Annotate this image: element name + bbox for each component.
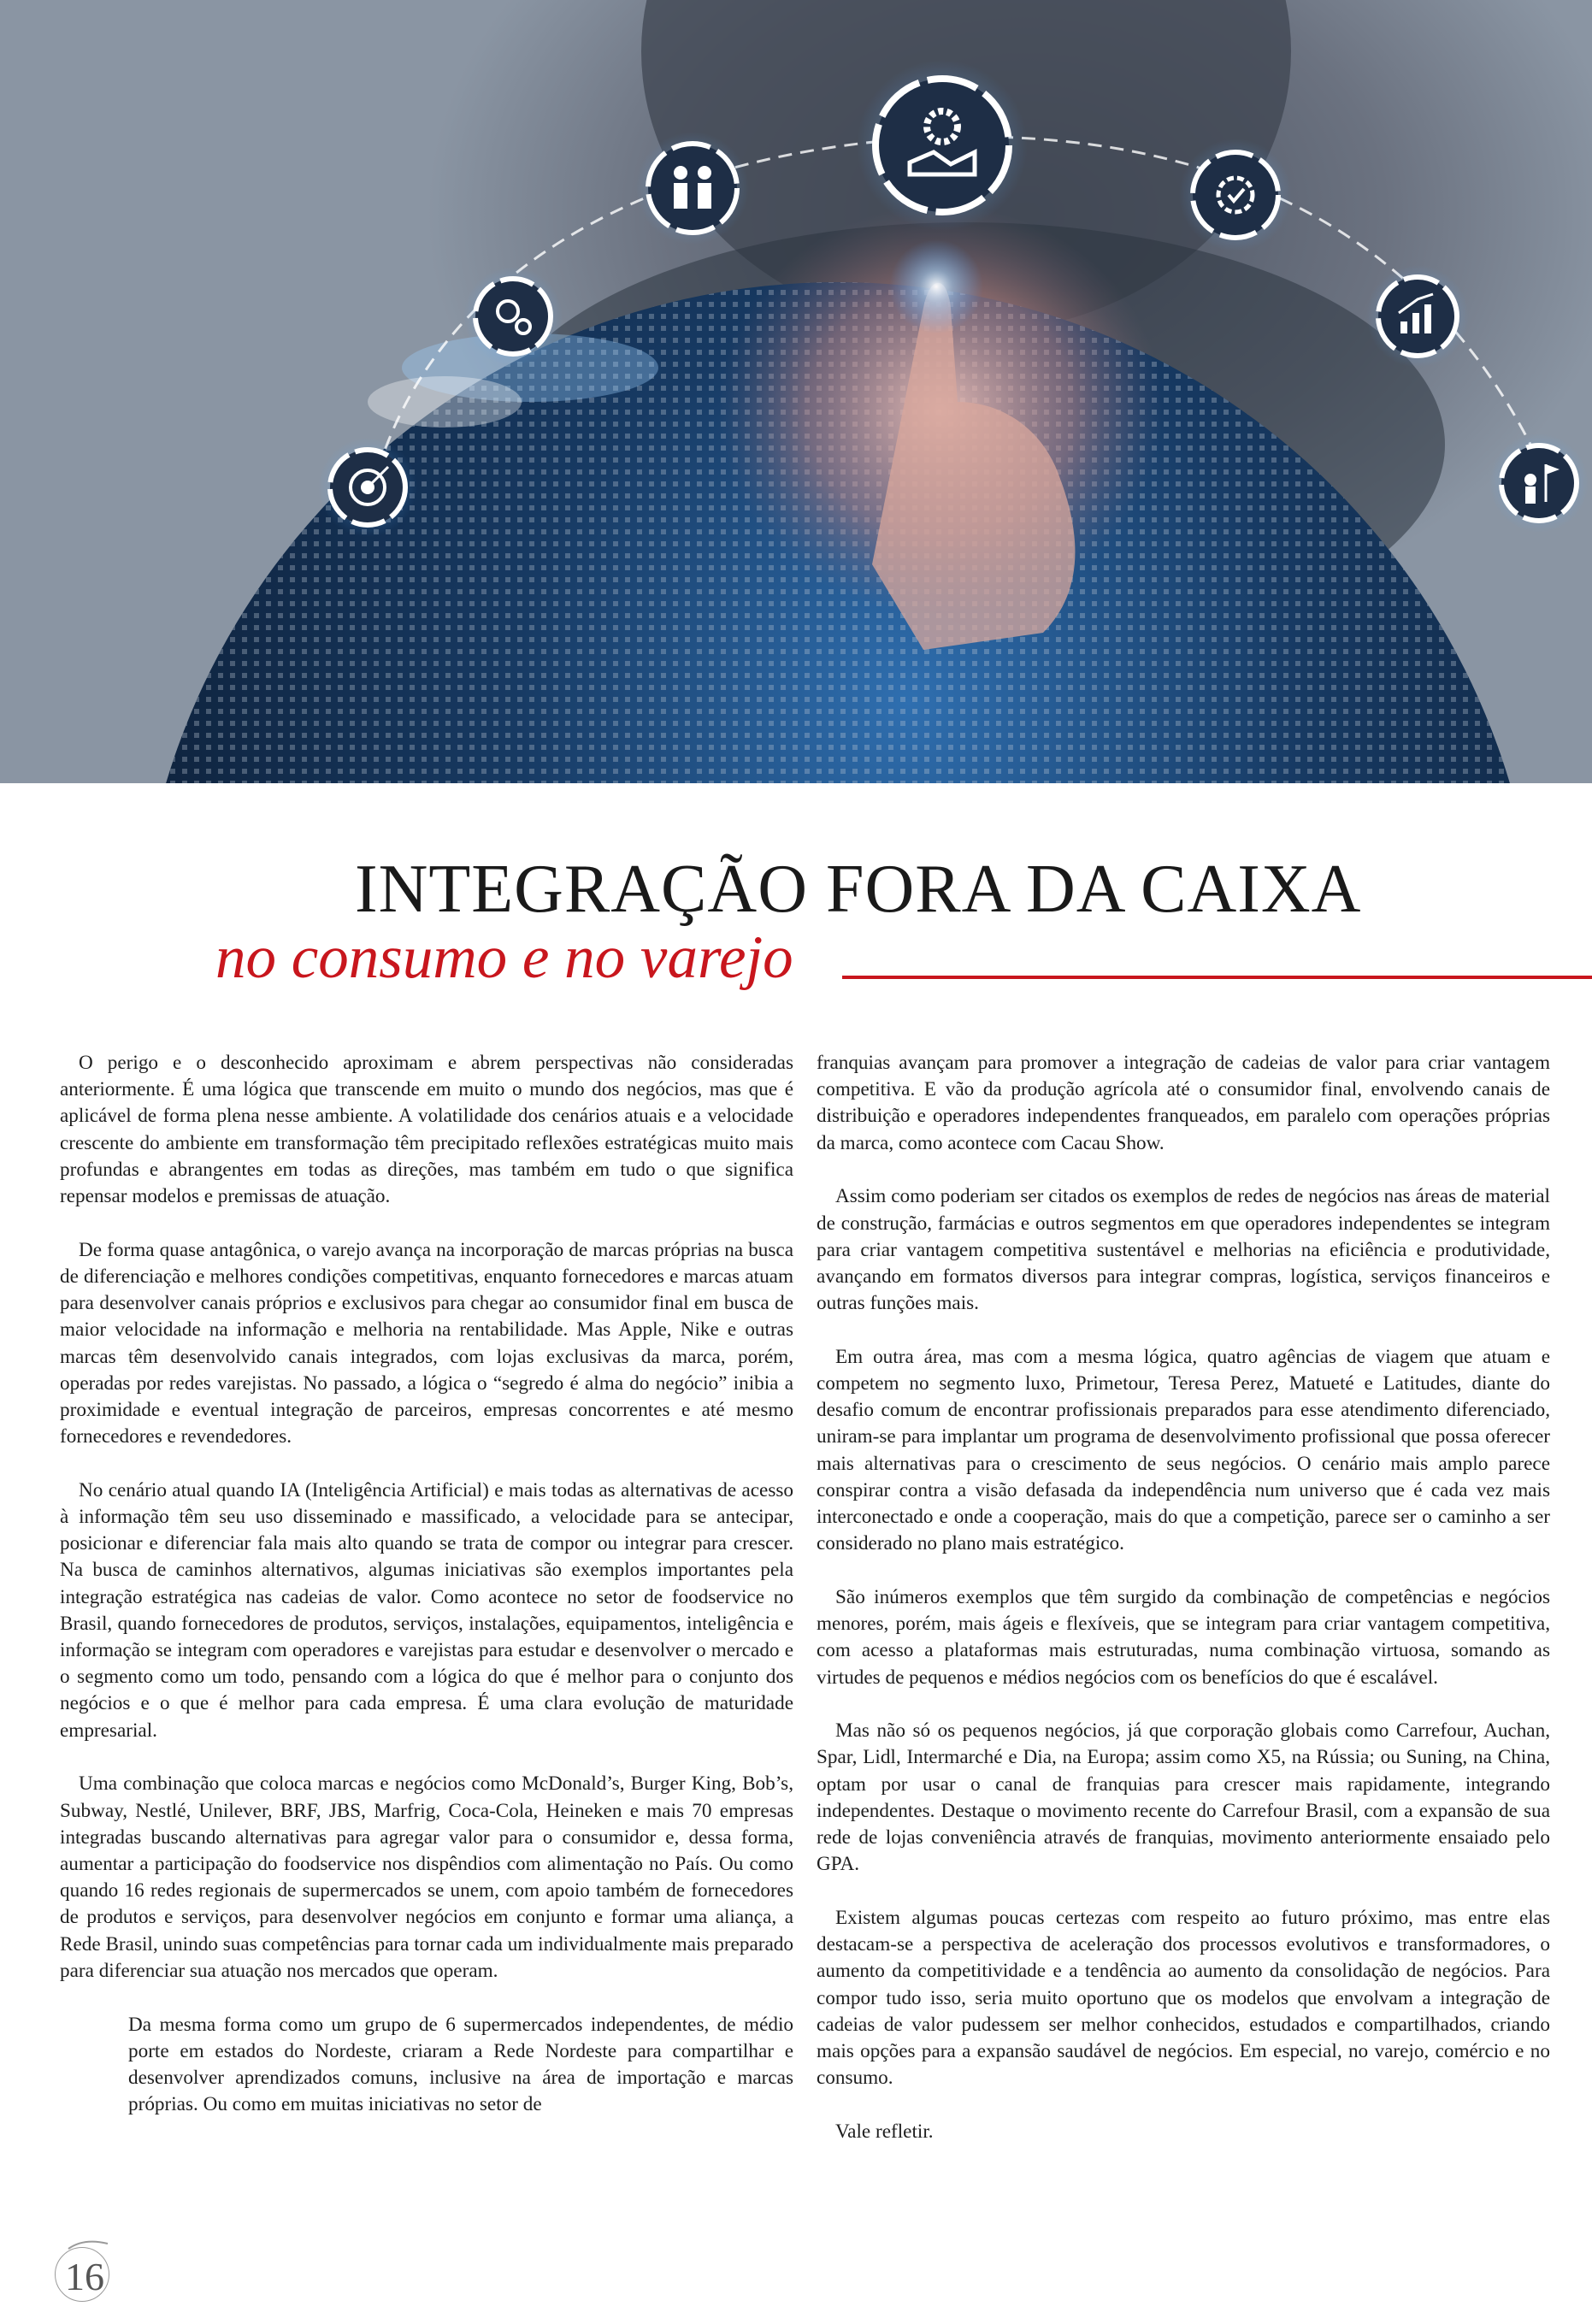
paragraph: Assim como poderiam ser citados os exemplos de redes de negócios nas áreas de material de construção, farmácias e outros segmentos em que operadores independentes se integram para criar vantagem competitiva sustentável e melhorias na eficiência e produtividade, avançando em formatos diversos para integrar compras, logística, serviços financeiros e outras funções mais. xyxy=(817,1185,1550,1315)
team-icon xyxy=(636,132,749,245)
target-icon xyxy=(318,438,417,537)
paragraph: No cenário atual quando IA (Inteligência Artificial) e mais todas as alternativas de acesso à informação têm seu uso disseminado e massificado, a velocidade para se antecipar, posicionar e diferenciar fala mais alto quando se trata de compor ou integrar para crescer. Na busca de caminhos alternativos, algumas iniciativas são exemplos importantes pela integração estratégica nas cadeias de valor. Como acontece no setor de foodservice no Brasil, quando fornecedores de produtos, serviços, instalações, equipamentos, inteligência e informação se integram com operadores e varejistas para estudar e desenvolver o mercado e o segmento como um todo, pensando com a lógica do que é melhor para o conjunto dos negócios e o que é melhor para cada empresa. É uma clara evolução de maturidade empresarial. xyxy=(60,1478,793,1742)
paragraph: O perigo e o desconhecido aproximam e abrem perspectivas não consideradas anteriormente. É uma lógica que transcende em muito o mundo dos negócios, mas que é aplicável de forma plena nesse ambiente. A volatilidade dos cenários atuais e a velocidade crescente do ambiente em transformação têm precipitado reflexões estratégicas muito mais profundas e abrangentes em todas as direções, mas também em tudo o que significa repensar modelos e premissas de atuação. xyxy=(60,1052,793,1208)
left-column xyxy=(60,1050,793,2145)
growth-chart-icon xyxy=(1366,265,1469,368)
paragraph: franquias avançam para promover a integração de cadeias de valor para criar vantagem competitiva. E vão da produção agrícola até o consumidor final, envolvendo canais de distribuição e operadores independentes franqueados, em paralelo com operações próprias da marca, como acontece com Cacau Show. xyxy=(817,1052,1550,1154)
article-title: INTEGRAÇÃO FORA DA CAIXA xyxy=(355,852,1362,927)
article-subtitle: no consumo e no varejo xyxy=(215,924,793,991)
paragraph: Existem algumas poucas certezas com respeito ao futuro próximo, mas entre elas destacam-se a perspectiva de aceleração dos processos evolutivos e transformadores, o aumento da competitividade e a tendência ao aumento da consolidação de negócios. Para compor tudo isso, seria muito oportuno que os modelos que envolvam a integração de cadeias de valor pudessem ser melhor conhecidos, estudados e compartilhados, criando mais opções para a expansão saudável de negócios. Em especial, no varejo, comércio e no consumo. xyxy=(817,1906,1550,2090)
paragraph: São inúmeros exemplos que têm surgido da combinação de competências e negócios menores, porém, mais ágeis e flexíveis, que se integram para criar vantagem competitiva, com acesso a plataformas mais estruturadas, numa combinação virtuosa, somando as virtudes de pequenos e médios negócios com os benefícios do que é escalável. xyxy=(817,1585,1550,1689)
handshake-gear-icon xyxy=(857,60,1028,231)
right-column xyxy=(817,1050,1550,2173)
hero-illustration xyxy=(0,0,1592,783)
paragraph: Uma combinação que coloca marcas e negócios como McDonald’s, Burger King, Bob’s, Subway, Nestlé, Unilever, BRF, JBS, Marfrig, Coca-Cola, Heineken e mais 70 empresas integradas buscando alternativas para agregar valor para o consumidor e, dessa forma, aumentar a participação do foodservice nos dispêndios com alimentação no País. Ou como quando 16 redes regionais de supermercados se unem, com apoio também de fornecedores de produtos e serviços, para desenvolver negócios em conjunto e formar uma aliança, a Rede Brasil, unindo suas competências para tornar cada um individualmente mais preparado para diferenciar sua atuação nos mercados que operam. xyxy=(60,1772,793,1982)
paragraph: Mas não só os pequenos negócios, já que corporação globais como Carrefour, Auchan, Spar, Lidl, Intermarché e Dia, na Europa; assim como X5, na Rússia; ou Suning, na China, optam por usar o canal de franquias para crescer mais rapidamente, integrando independentes. Destaque o movimento recente do Carrefour Brasil, com a expansão de sua rede de lojas conveniência através de franquias, movimento anteriormente ensaiado pelo GPA. xyxy=(817,1719,1550,1876)
subtitle-rule xyxy=(842,976,1592,979)
paragraph: Da mesma forma como um grupo de 6 supermercados independentes, de médio porte em estados do Nordeste, criaram a Rede Nordeste para compartilhar e desenvolver aprendizados comuns, inclusive na área de importação e marcas próprias. Ou como em muitas iniciativas no setor de xyxy=(128,2013,793,2116)
hero-image xyxy=(0,0,1592,783)
idea-gears-icon xyxy=(463,267,563,366)
page-number: 16 xyxy=(65,2255,104,2298)
paragraph: Em outra área, mas com a mesma lógica, quatro agências de viagem que atuam e competem no segmento luxo, Primetour, Teresa Perez, Matueté e Latitudes, diante do desafio comum de encontrar profissionais preparados para esse atendimento diferenciado, uniram-se para implantar um programa de desenvolvimento profissional que possa oferecer mais alternativas para o crescimento de seus negócios. O cenário mais amplo parece conspirar contra a visão defasada da independência num universo que é cada vez mais interconectado e onde a cooperação, mais do que a competição, parece ser o caminho a ser considerado no plano mais estratégico. xyxy=(817,1345,1550,1555)
paragraph: Vale refletir. xyxy=(835,2120,934,2143)
paragraph: De forma quase antagônica, o varejo avança na incorporação de marcas próprias na busca de diferenciação e melhores condições competitivas, enquanto fornecedores e marcas atuam para desenvolver canais próprios e exclusivos para chegar ao consumidor final em busca de maior velocidade na informação e melhoria na rentabilidade. Mas Apple, Nike e outras marcas têm desenvolvido canais integrados, com lojas exclusivas da marca, porém, operadas por redes varejistas. No passado, a lógica o “segredo é alma do negócio” inibia a proximidade e eventual integração de parceiros, empresas concorrentes e até mesmo fornecedores e revendedores. xyxy=(60,1238,793,1448)
goal-flag-icon xyxy=(1489,434,1589,533)
check-gear-icon xyxy=(1179,139,1292,251)
